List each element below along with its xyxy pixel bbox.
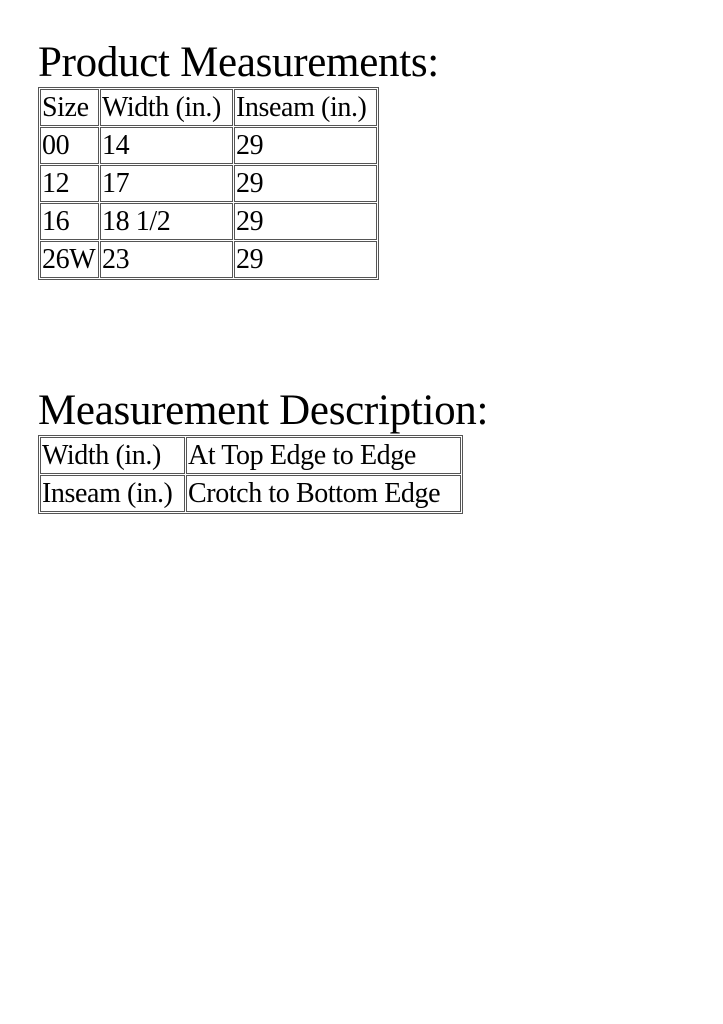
header-size: Size bbox=[40, 89, 99, 126]
product-measurements-title: Product Measurements: bbox=[38, 39, 439, 86]
table-row bbox=[40, 475, 461, 512]
inseam-cell: 29 bbox=[234, 241, 377, 278]
inseam-cell: 29 bbox=[234, 127, 377, 164]
measurement-description-title: Measurement Description: bbox=[38, 387, 489, 434]
header-width: Width (in.) bbox=[100, 89, 233, 126]
width-cell: 17 bbox=[100, 165, 233, 202]
width-cell: 23 bbox=[100, 241, 233, 278]
width-cell: 14 bbox=[100, 127, 233, 164]
inseam-cell: 29 bbox=[234, 203, 377, 240]
table-header-row bbox=[40, 89, 377, 126]
measurement-name-cell: Inseam (in.) bbox=[40, 475, 185, 512]
width-cell: 18 1/2 bbox=[100, 203, 233, 240]
size-cell: 26W bbox=[40, 241, 99, 278]
table-row bbox=[40, 437, 461, 474]
inseam-cell: 29 bbox=[234, 165, 377, 202]
size-cell: 00 bbox=[40, 127, 99, 164]
header-inseam: Inseam (in.) bbox=[234, 89, 377, 126]
measurement-description-table bbox=[38, 435, 463, 514]
table-row bbox=[40, 203, 377, 240]
size-cell: 12 bbox=[40, 165, 99, 202]
measurement-method-cell: Crotch to Bottom Edge bbox=[186, 475, 461, 512]
product-measurements-table bbox=[38, 87, 379, 280]
table-row bbox=[40, 165, 377, 202]
table-row bbox=[40, 241, 377, 278]
size-cell: 16 bbox=[40, 203, 99, 240]
measurement-name-cell: Width (in.) bbox=[40, 437, 185, 474]
table-row bbox=[40, 127, 377, 164]
measurement-method-cell: At Top Edge to Edge bbox=[186, 437, 461, 474]
